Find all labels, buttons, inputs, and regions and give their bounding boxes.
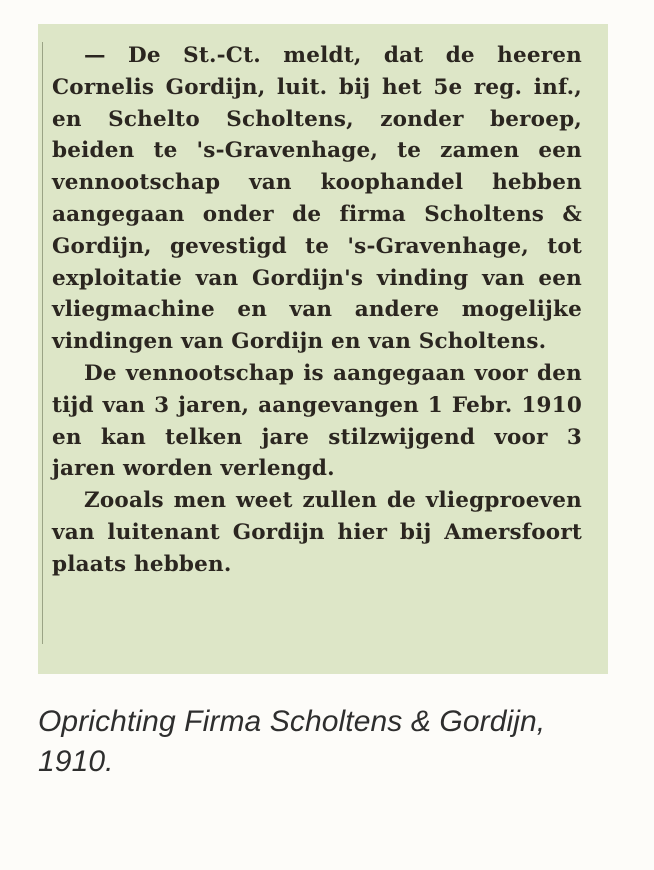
clipping-paragraph-1: — De St.-Ct. meldt, dat de heeren Cornelis Gordijn, luit. bij het 5e reg. inf., en Schelto Scholtens, zonder beroep, beiden te 's-Gravenhage, te zamen een vennootschap van koophandel hebben aangegaan onder de firma Scholtens & Gordijn, gevestigd te 's-Gravenhage, tot exploitatie van Gordijn's vinding van een vliegmachine en van andere mogelijke vindingen van Gordijn en van Scholtens. [52,43,582,355]
clipping-paragraph-2: De vennootschap is aangegaan voor den tijd van 3 jaren, aangevangen 1 Febr. 1910 en kan telken jare stilzwijgend voor 3 jaren worden verlengd. [52,360,582,482]
image-caption: Oprichting Firma Scholtens & Gordijn, 1910. [38,705,546,778]
newspaper-clipping [38,24,608,674]
clipping-paragraph-3: Zooals men weet zullen de vliegproeven van luitenant Gordijn hier bij Amersfoort plaats hebben. [52,488,582,577]
